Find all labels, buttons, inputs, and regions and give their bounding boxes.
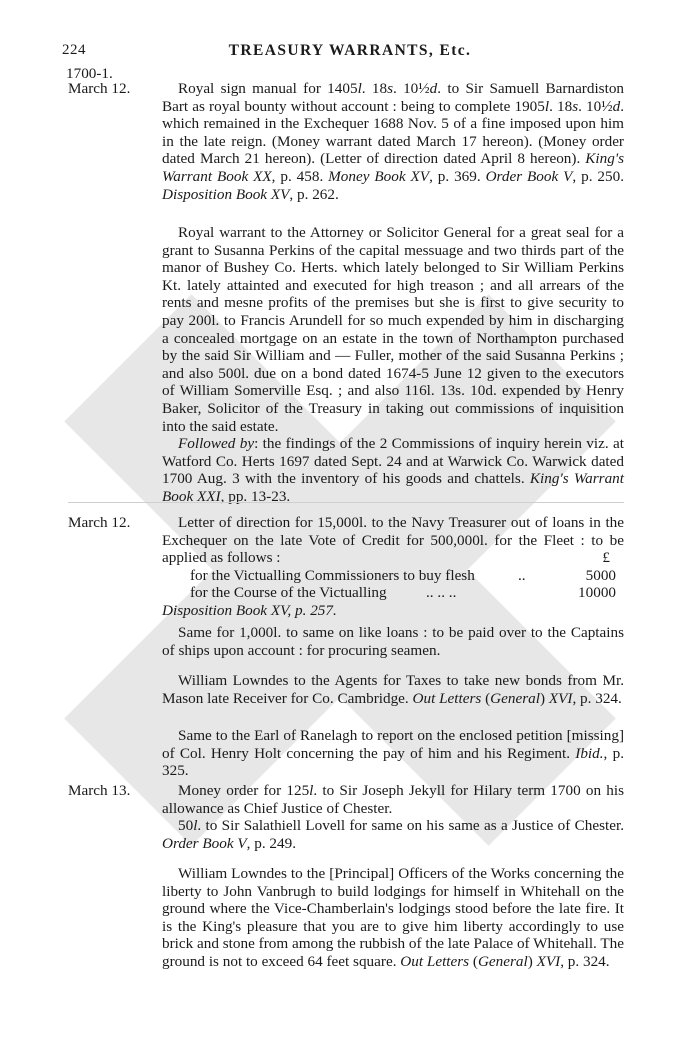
allocation-amount: 10000 [578, 584, 616, 602]
paragraph: William Lowndes to the [Principal] Officers of the Works concerning the liberty to John Vanbrugh to build lodgings for himself in Whitehall on the ground where the Vice-Chamberlain's lodgings stood before the late fire. It is the King's pleasure that you are to give him liberty accordingly to use brick and stone from among the rubbish of the late Palace of Whitehall. The ground is not to exceed 64 feet square. Out Letters (General) XVI, p. 324. [162, 865, 624, 970]
paragraph: Same to the Earl of Ranelagh to report on the enclosed petition [missing] of Col. Henry Holt concerning the pay of him and his Regiment. Ibid., p. 325. [162, 727, 625, 780]
entry-text [162, 672, 624, 707]
entry-date: March 12. [68, 80, 131, 97]
page-number: 224 [62, 42, 86, 58]
allocation-dots: .. [518, 566, 526, 584]
allocation-dots: .. .. .. [426, 584, 457, 602]
reference: Disposition Book XV, p. 257. [162, 601, 337, 619]
paragraph: Royal sign manual for 1405l. 18s. 10½d. to Sir Samuell Barnardiston Bart as royal bounty without account : being to complete 1905l. 18s. 10½d. which remained in the Exchequer 1688 Nov. 5 of a fine imposed upon him in the late reign. (Money warrant dated March 17 hereon). (Money order dated March 21 hereon). (Letter of direction dated April 8 hereon). King's Warrant Book XX, p. 458. Money Book XV, p. 369. Order Book V, p. 250. Disposition Book XV, p. 262. [162, 80, 625, 203]
allocation-line [162, 567, 624, 585]
entry-text [162, 782, 624, 852]
followed-by-paragraph: Followed by: the findings of the 2 Commissions of inquiry herein viz. at Watford Co. Herts 1697 dated Sept. 24 and at Warwick Co. Warwick dated 1700 Aug. 3 with the inventory of his goods and chattels. King's Warrant Book XXI, pp. 13-23. [162, 435, 624, 505]
entry-text [162, 624, 624, 659]
allocation-label: for the Victualling Commissioners to buy flesh [190, 566, 475, 584]
entry-date: March 12. [68, 514, 131, 531]
year-heading: 1700-1. [66, 65, 113, 82]
currency-header [162, 549, 624, 567]
currency-symbol: £ [602, 549, 610, 567]
paragraph: Same for 1,000l. to same on like loans : to be paid over to the Captains of ships upon account : for procuring seamen. [162, 624, 624, 659]
paragraph: William Lowndes to the Agents for Taxes to take new bonds from Mr. Mason late Receiver for Co. Cambridge. Out Letters (General) XVI, p. 324. [162, 672, 624, 707]
entry-text [162, 224, 624, 506]
paragraph: Money order for 125l. to Sir Joseph Jekyll for Hilary term 1700 on his allowance as Chief Justice of Chester. [162, 782, 624, 817]
running-title: TREASURY WARRANTS, Etc. [228, 42, 472, 59]
entry-text [162, 80, 624, 203]
paragraph: Royal warrant to the Attorney or Solicitor General for a great seal for a grant to Susanna Perkins of the capital messuage and two thirds part of the manor of Bushey Co. Herts. which lately belonged to Sir William Perkins Kt. lately attainted and executed for high treason ; and all arrears of the rents and mesne profits of the premises but she is first to give security to pay 200l. to Francis Arundell for so much expended by him in discharging a concealed mortgage on an estate in the town of Northampton purchased by the said Sir William and — Fuller, mother of the said Susanna Perkins ; and also 500l. due on a bond dated 1674-5 June 12 given to the executors of William Somerville Esq. ; and also 116l. 13s. 10d. expended by Henry Baker, Solicitor of the Treasury in taking out commissions of inquisition into the said estate. [162, 224, 624, 435]
paragraph: 50l. to Sir Salathiell Lovell for same on his same as a Justice of Chester. Order Book V, p. 249. [162, 817, 624, 852]
section-divider [68, 502, 624, 503]
entry-text [162, 727, 624, 780]
page-header [0, 42, 674, 62]
entry-text [162, 865, 624, 971]
paragraph: Letter of direction for 15,000l. to the Navy Treasurer out of loans in the Exchequer on the late Vote of Credit for 500,000l. for the Fleet : to be applied as follows : [162, 514, 624, 567]
entry-text [162, 514, 624, 620]
allocation-label: for the Course of the Victualling [190, 584, 387, 602]
entry-date: March 13. [68, 782, 131, 799]
allocation-line [162, 584, 624, 602]
allocation-amount: 5000 [585, 566, 616, 584]
